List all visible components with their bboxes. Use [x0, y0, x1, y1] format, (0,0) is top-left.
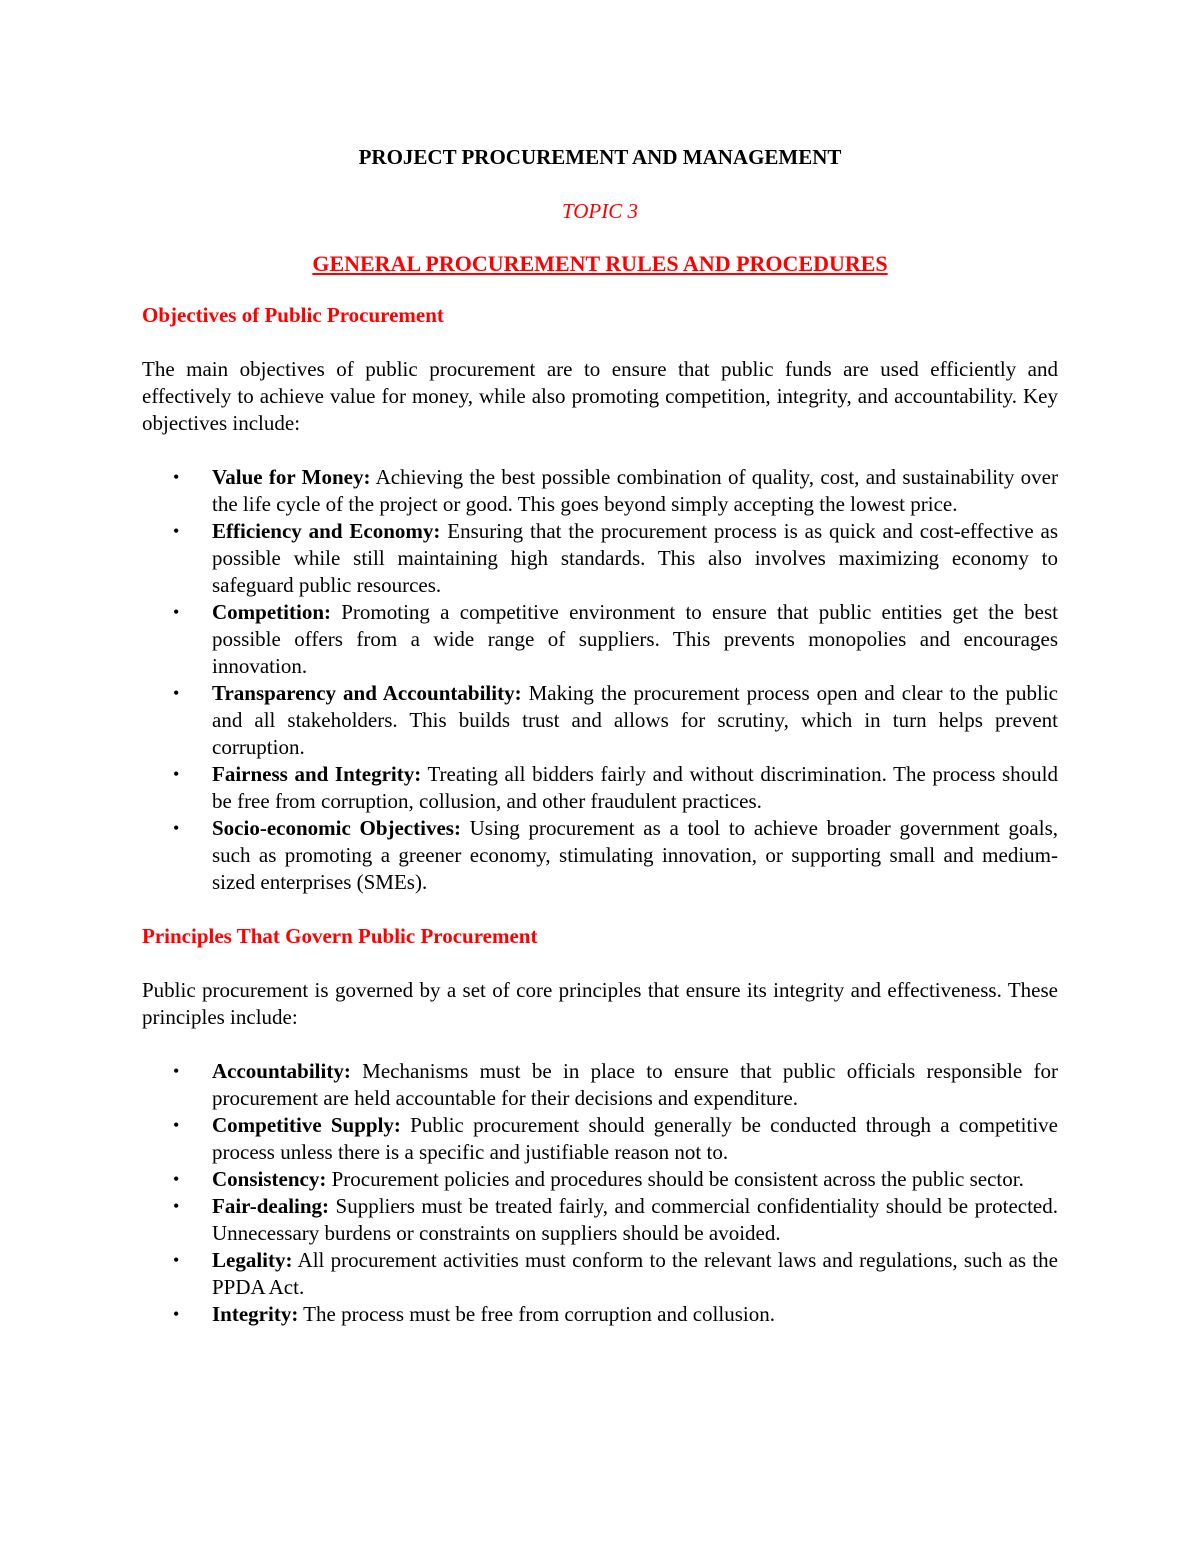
list-item [142, 518, 1058, 599]
list-item [142, 464, 1058, 518]
bullet-icon: • [173, 818, 180, 838]
list-item-term: Legality: [212, 1248, 293, 1272]
list-item-term: Competitive Supply: [212, 1113, 401, 1137]
bullet-icon: • [173, 1304, 180, 1324]
list-item [142, 1166, 1058, 1193]
bullet-icon: • [173, 602, 180, 622]
list-item-text: Mechanisms must be in place to ensure that public officials responsible for procurement are held accountable for their decisions and expenditure. [212, 1059, 1058, 1110]
list-item-term: Integrity: [212, 1302, 299, 1326]
list-item [142, 815, 1058, 896]
document-page [142, 143, 1058, 1328]
bullet-icon: • [173, 1250, 180, 1270]
list-item-term: Socio-economic Objectives: [212, 816, 461, 840]
principles-heading: Principles That Govern Public Procurement [142, 924, 538, 948]
principles-intro: Public procurement is governed by a set of core principles that ensure its integrity and effectiveness. These principles include: [142, 978, 1058, 1029]
document-title: PROJECT PROCUREMENT AND MANAGEMENT [358, 145, 842, 169]
list-item [142, 599, 1058, 680]
list-item [142, 1112, 1058, 1166]
list-item-text: Promoting a competitive environment to ensure that public entities get the best possible offers from a wide range of suppliers. This prevents monopolies and encourages innovation. [212, 600, 1058, 678]
list-item [142, 1301, 1058, 1328]
objectives-list [142, 464, 1058, 896]
list-item-text: Public procurement should generally be conducted through a competitive process unless there is a specific and justifiable reason not to. [212, 1113, 1058, 1164]
list-item-term: Transparency and Accountability: [212, 681, 522, 705]
list-item-term: Efficiency and Economy: [212, 519, 441, 543]
bullet-icon: • [173, 1196, 180, 1216]
list-item-text: The process must be free from corruption and collusion. [298, 1302, 775, 1326]
bullet-icon: • [173, 1169, 180, 1189]
list-item-text: Making the procurement process open and clear to the public and all stakeholders. This builds trust and allows for scrutiny, which in turn helps prevent corruption. [212, 681, 1058, 759]
bullet-icon: • [173, 1061, 180, 1081]
document-subtitle: GENERAL PROCUREMENT RULES AND PROCEDURES [312, 251, 888, 276]
list-item-text: Procurement policies and procedures should be consistent across the public sector. [326, 1167, 1024, 1191]
list-item-text: Ensuring that the procurement process is as quick and cost-effective as possible while still maintaining high standards. This also involves maximizing economy to safeguard public resources. [212, 519, 1059, 597]
list-item [142, 1058, 1058, 1112]
principles-list [142, 1058, 1058, 1328]
list-item-text: Using procurement as a tool to achieve broader government goals, such as promoting a greener economy, stimulating innovation, or supporting small and medium-sized enterprises (SMEs). [212, 816, 1059, 894]
list-item-term: Competition: [212, 600, 331, 624]
list-item-text: Treating all bidders fairly and without discrimination. The process should be free from corruption, collusion, and other fraudulent practices. [212, 762, 1059, 813]
list-item [142, 1193, 1058, 1247]
list-item [142, 1247, 1058, 1301]
list-item-term: Value for Money: [212, 465, 371, 489]
bullet-icon: • [173, 467, 180, 487]
objectives-heading: Objectives of Public Procurement [142, 303, 444, 327]
list-item-text: Achieving the best possible combination of quality, cost, and sustainability over the life cycle of the project or good. This goes beyond simply accepting the lowest price. [212, 465, 1058, 516]
bullet-icon: • [173, 1115, 180, 1135]
list-item-term: Accountability: [212, 1059, 351, 1083]
list-item-text: All procurement activities must conform to the relevant laws and regulations, such as the PPDA Act. [212, 1248, 1058, 1299]
list-item-term: Fair-dealing: [212, 1194, 330, 1218]
list-item-term: Fairness and Integrity: [212, 762, 422, 786]
bullet-icon: • [173, 521, 180, 541]
list-item [142, 680, 1058, 761]
objectives-intro: The main objectives of public procurement are to ensure that public funds are used efficiently and effectively to achieve value for money, while also promoting competition, integrity, and accountability. Key objectives include: [142, 357, 1058, 435]
bullet-icon: • [173, 683, 180, 703]
bullet-icon: • [173, 764, 180, 784]
list-item-term: Consistency: [212, 1167, 327, 1191]
list-item-text: Suppliers must be treated fairly, and commercial confidentiality should be protected. Unnecessary burdens or constraints on suppliers should be avoided. [212, 1194, 1058, 1245]
list-item [142, 761, 1058, 815]
topic-label: TOPIC 3 [561, 199, 639, 223]
